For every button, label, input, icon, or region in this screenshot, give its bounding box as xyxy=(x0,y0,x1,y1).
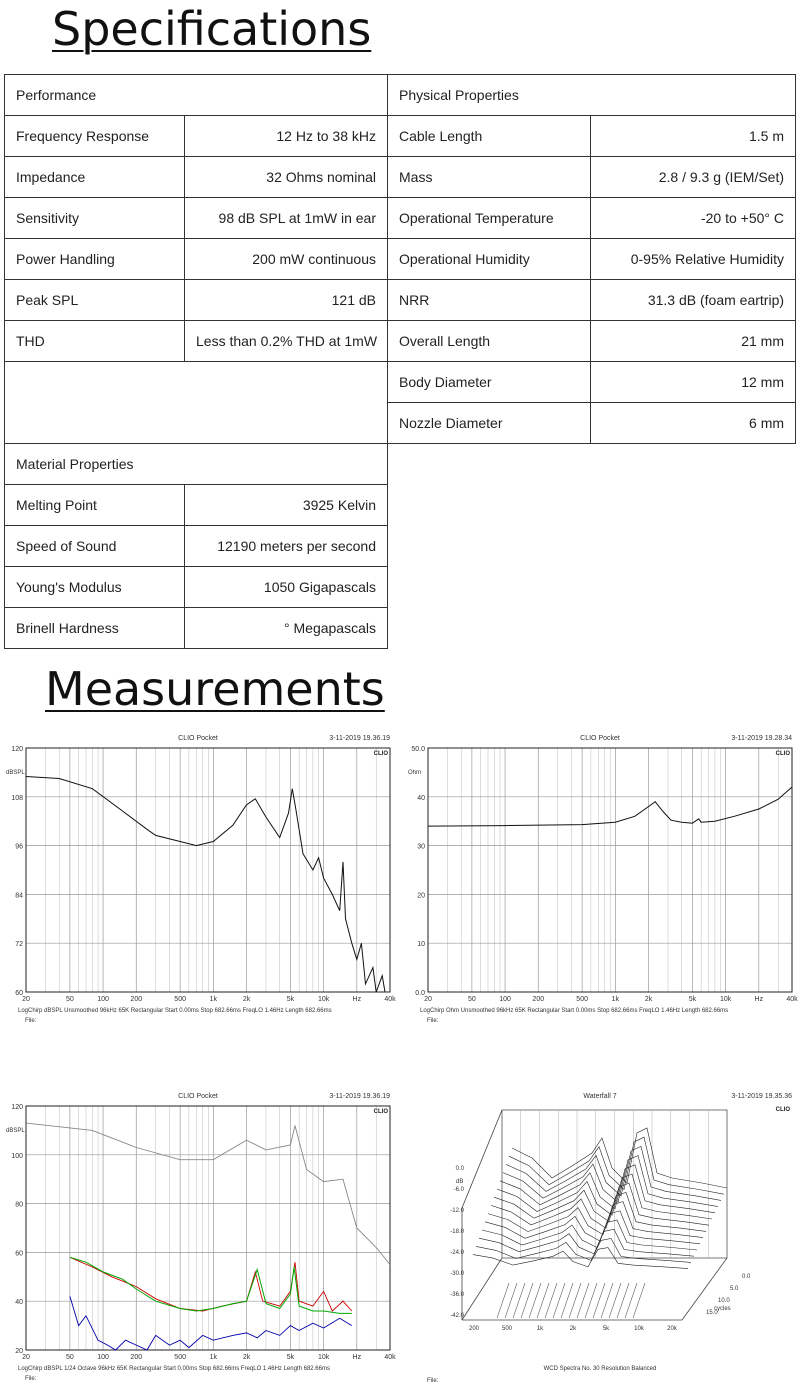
decay-slice xyxy=(509,1137,724,1194)
x-tick-label: Hz xyxy=(352,996,362,1003)
x-tick-label: 200 xyxy=(532,996,545,1003)
y-tick-label: 40 xyxy=(417,794,425,802)
floor-hatch xyxy=(609,1283,621,1318)
second-harmonic-curve xyxy=(70,1257,352,1311)
file-label: File: xyxy=(427,1018,439,1024)
x-tick-label: 100 xyxy=(97,1354,109,1361)
floor-hatch xyxy=(513,1283,525,1318)
x-tick-label: 10k xyxy=(719,996,732,1003)
x-tick-label: 5k xyxy=(688,996,697,1003)
spec-value: 32 Ohms nominal xyxy=(185,157,388,198)
plot-title: CLIO Pocket xyxy=(178,735,218,742)
impedance-plot xyxy=(402,730,800,1030)
y-tick-label: 20 xyxy=(417,892,425,900)
y-tick-label: 0.0 xyxy=(415,990,425,997)
floor-hatch xyxy=(537,1283,549,1318)
plot-title: Waterfall 7 xyxy=(583,1093,617,1100)
decay-slice xyxy=(476,1238,691,1262)
plot-date: 3-11-2019 19.36.19 xyxy=(329,1093,390,1100)
plot-footer: LogChirp dBSPL Unsmoothed 96kHz 65K Rectangular Start 0.00ms Stop 682.66ms FreqLO 1.46Hz Length 682.66ms xyxy=(18,1008,332,1014)
spec-label: Impedance xyxy=(5,157,185,198)
performance-header: Performance xyxy=(5,75,388,116)
y-tick-label: 84 xyxy=(15,892,23,900)
spec-label: Overall Length xyxy=(388,321,591,362)
cycles-tick-label: 5.0 xyxy=(730,1286,739,1292)
x-tick-label: 50 xyxy=(65,996,74,1003)
plot-date: 3-11-2019 19.36.19 xyxy=(329,735,390,742)
x-tick-label: 500 xyxy=(174,1354,186,1361)
plot-frame xyxy=(26,1106,390,1350)
spec-label: Peak SPL xyxy=(5,280,185,321)
spec-label: Operational Humidity xyxy=(388,239,591,280)
y-tick-label: 96 xyxy=(15,843,23,851)
spec-value: 3925 Kelvin xyxy=(185,485,388,526)
spec-value: 12 mm xyxy=(591,362,796,403)
y-tick-label: 100 xyxy=(11,1152,23,1160)
decay-slice xyxy=(494,1183,709,1225)
cycles-tick-label: 10.0 xyxy=(718,1298,730,1304)
plot-footer: WCD Spectra No. 30 Resolution Balanced xyxy=(543,1366,657,1372)
decay-slice xyxy=(512,1128,727,1188)
y-tick-label: 20 xyxy=(15,1348,23,1355)
fourth-harmonic-curve xyxy=(70,1296,352,1350)
spec-value: 121 dB xyxy=(185,280,388,321)
decay-slice xyxy=(506,1146,721,1200)
file-label: File: xyxy=(427,1378,439,1384)
fundamental-curve xyxy=(26,1123,390,1265)
y-tick-label: 60 xyxy=(15,990,23,997)
x-tick-label: 200 xyxy=(130,1354,143,1361)
spec-value: 0-95% Relative Humidity xyxy=(591,239,796,280)
file-label: File: xyxy=(25,1018,37,1024)
waterfall-svg xyxy=(402,1088,800,1388)
frequency-response-svg xyxy=(0,730,398,1030)
x-tick-label: 500 xyxy=(576,996,588,1003)
spec-value: 21 mm xyxy=(591,321,796,362)
spec-value: 31.3 dB (foam eartrip) xyxy=(591,280,796,321)
y-tick-label: 120 xyxy=(11,746,23,753)
spec-value: 6 mm xyxy=(591,403,796,444)
specifications-table xyxy=(4,74,796,649)
x-tick-label: 200 xyxy=(130,996,143,1003)
spec-value: 12190 meters per second xyxy=(185,526,388,567)
frequency-response-plot xyxy=(0,730,398,1030)
spec-label: Brinell Hardness xyxy=(5,608,185,649)
empty-cell xyxy=(5,362,388,444)
waterfall-plot xyxy=(402,1088,800,1388)
x-tick-label: 20k xyxy=(667,1326,677,1332)
frequency-response-curve xyxy=(26,777,385,993)
z-tick-label: -12.0 xyxy=(450,1208,464,1214)
floor-hatch xyxy=(545,1283,557,1318)
spec-label: Nozzle Diameter xyxy=(388,403,591,444)
spec-value: 12 Hz to 38 kHz xyxy=(185,116,388,157)
x-tick-label: 1k xyxy=(209,1354,218,1361)
physical-header: Physical Properties xyxy=(388,75,796,116)
x-tick-label: 5k xyxy=(286,996,295,1003)
floor-hatch xyxy=(569,1283,581,1318)
x-tick-label: 20 xyxy=(424,996,432,1003)
plot-footer: LogChirp dBSPL 1/24 Octave 96kHz 65K Rectangular Start 0.00ms Stop 682.66ms FreqLO 1.46Hz Length 682.66ms xyxy=(18,1366,330,1372)
x-tick-label: 200 xyxy=(468,1326,480,1332)
z-tick-label: -6.0 xyxy=(453,1187,464,1193)
unit-label: dBSPL xyxy=(6,770,25,776)
brand-label: CLIO xyxy=(373,1109,388,1115)
spec-label: Power Handling xyxy=(5,239,185,280)
x-tick-label: 50 xyxy=(467,996,476,1003)
x-tick-label: 500 xyxy=(174,996,186,1003)
spec-label: Sensitivity xyxy=(5,198,185,239)
z-tick-label: -30.0 xyxy=(450,1271,464,1277)
x-tick-label: 2k xyxy=(242,1354,251,1361)
floor-hatch xyxy=(497,1283,509,1318)
z-tick-label: 0.0 xyxy=(455,1166,464,1172)
x-tick-label: 20 xyxy=(22,996,30,1003)
cycles-tick-label: 15.0 xyxy=(706,1310,718,1316)
floor-hatch xyxy=(593,1283,605,1318)
x-tick-label: Hz xyxy=(352,1354,362,1361)
y-tick-label: 108 xyxy=(11,794,23,802)
spec-value: 98 dB SPL at 1mW in ear xyxy=(185,198,388,239)
x-tick-label: 20 xyxy=(22,1354,30,1361)
floor-hatch xyxy=(625,1283,637,1318)
z-tick-label: -18.0 xyxy=(450,1229,464,1235)
x-tick-label: 10k xyxy=(317,1354,330,1361)
x-tick-label: 100 xyxy=(97,996,109,1003)
spec-label: NRR xyxy=(388,280,591,321)
x-tick-label: Hz xyxy=(754,996,764,1003)
unit-label: dBSPL xyxy=(6,1128,25,1134)
floor-hatch xyxy=(505,1283,517,1318)
x-tick-label: 40k xyxy=(384,996,396,1003)
spec-value: 1050 Gigapascals xyxy=(185,567,388,608)
impedance-curve xyxy=(428,787,792,826)
spec-label: Operational Temperature xyxy=(388,198,591,239)
plot-title: CLIO Pocket xyxy=(580,735,620,742)
y-tick-label: 10 xyxy=(417,941,425,949)
plot-title: CLIO Pocket xyxy=(178,1093,218,1100)
x-tick-label: 1k xyxy=(536,1326,544,1332)
spec-value: Less than 0.2% THD at 1mW xyxy=(185,321,388,362)
floor-hatch xyxy=(529,1283,541,1318)
floor-hatch xyxy=(585,1283,597,1318)
x-tick-label: 40k xyxy=(786,996,798,1003)
x-tick-label: 5k xyxy=(286,1354,295,1361)
x-tick-label: 1k xyxy=(209,996,218,1003)
z-tick-label: -24.0 xyxy=(450,1250,464,1256)
y-tick-label: 50.0 xyxy=(411,746,425,753)
x-tick-label: 10k xyxy=(317,996,330,1003)
x-tick-label: 40k xyxy=(384,1354,396,1361)
spec-label: Mass xyxy=(388,157,591,198)
x-tick-label: 1k xyxy=(611,996,620,1003)
x-tick-label: 5k xyxy=(602,1326,610,1332)
db-label: dB xyxy=(456,1179,464,1185)
spec-value: 1.5 m xyxy=(591,116,796,157)
floor-hatch xyxy=(553,1283,565,1318)
brand-label: CLIO xyxy=(775,1107,790,1113)
impedance-svg xyxy=(402,730,800,1030)
plot-date: 3-11-2019 19.35.36 xyxy=(731,1093,792,1100)
y-tick-label: 60 xyxy=(15,1250,23,1258)
spec-value: -20 to +50° C xyxy=(591,198,796,239)
y-tick-label: 120 xyxy=(11,1104,23,1111)
spec-label: Cable Length xyxy=(388,116,591,157)
floor-hatch xyxy=(521,1283,533,1318)
y-tick-label: 72 xyxy=(15,941,23,949)
plot-date: 3-11-2019 19.28.34 xyxy=(731,735,792,742)
x-tick-label: 100 xyxy=(499,996,511,1003)
distortion-plot xyxy=(0,1088,398,1388)
z-tick-label: -36.0 xyxy=(450,1292,464,1298)
spec-value: 2.8 / 9.3 g (IEM/Set) xyxy=(591,157,796,198)
y-tick-label: 80 xyxy=(15,1201,23,1209)
specifications-heading: Specifications xyxy=(52,2,372,56)
cycles-label: cycles xyxy=(714,1306,731,1312)
file-label: File: xyxy=(25,1376,37,1382)
decay-slice xyxy=(491,1192,706,1231)
empty-area xyxy=(388,444,796,649)
floor-hatch xyxy=(601,1283,613,1318)
cycles-tick-label: 0.0 xyxy=(742,1274,751,1280)
floor-hatch xyxy=(633,1283,645,1318)
brand-label: CLIO xyxy=(775,751,790,757)
x-tick-label: 2k xyxy=(242,996,251,1003)
z-tick-label: -42.0 xyxy=(450,1313,464,1319)
x-tick-label: 50 xyxy=(65,1354,74,1361)
x-tick-label: 10k xyxy=(634,1326,644,1332)
spec-value: ° Megapascals xyxy=(185,608,388,649)
spec-label: Body Diameter xyxy=(388,362,591,403)
measurements-heading: Measurements xyxy=(45,662,385,716)
floor-hatch xyxy=(561,1283,573,1318)
spec-label: Frequency Response xyxy=(5,116,185,157)
spec-label: Melting Point xyxy=(5,485,185,526)
material-header: Material Properties xyxy=(5,444,388,485)
y-tick-label: 30 xyxy=(417,843,425,851)
spec-label: THD xyxy=(5,321,185,362)
plot-footer: LogChirp Ohm Unsmoothed 96kHz 65K Rectangular Start 0.00ms Stop 682.66ms FreqLO 1.46Hz Length 682.66ms xyxy=(420,1008,729,1014)
floor-hatch xyxy=(617,1283,629,1318)
floor-hatch xyxy=(577,1283,589,1318)
spec-label: Speed of Sound xyxy=(5,526,185,567)
brand-label: CLIO xyxy=(373,751,388,757)
plot-frame xyxy=(428,748,792,992)
distortion-svg xyxy=(0,1088,398,1388)
x-tick-label: 500 xyxy=(501,1326,513,1332)
x-tick-label: 2k xyxy=(569,1326,577,1332)
y-tick-label: 40 xyxy=(15,1299,23,1307)
unit-label: Ohm xyxy=(408,770,422,776)
spec-value: 200 mW continuous xyxy=(185,239,388,280)
spec-label: Young's Modulus xyxy=(5,567,185,608)
x-tick-label: 2k xyxy=(644,996,653,1003)
